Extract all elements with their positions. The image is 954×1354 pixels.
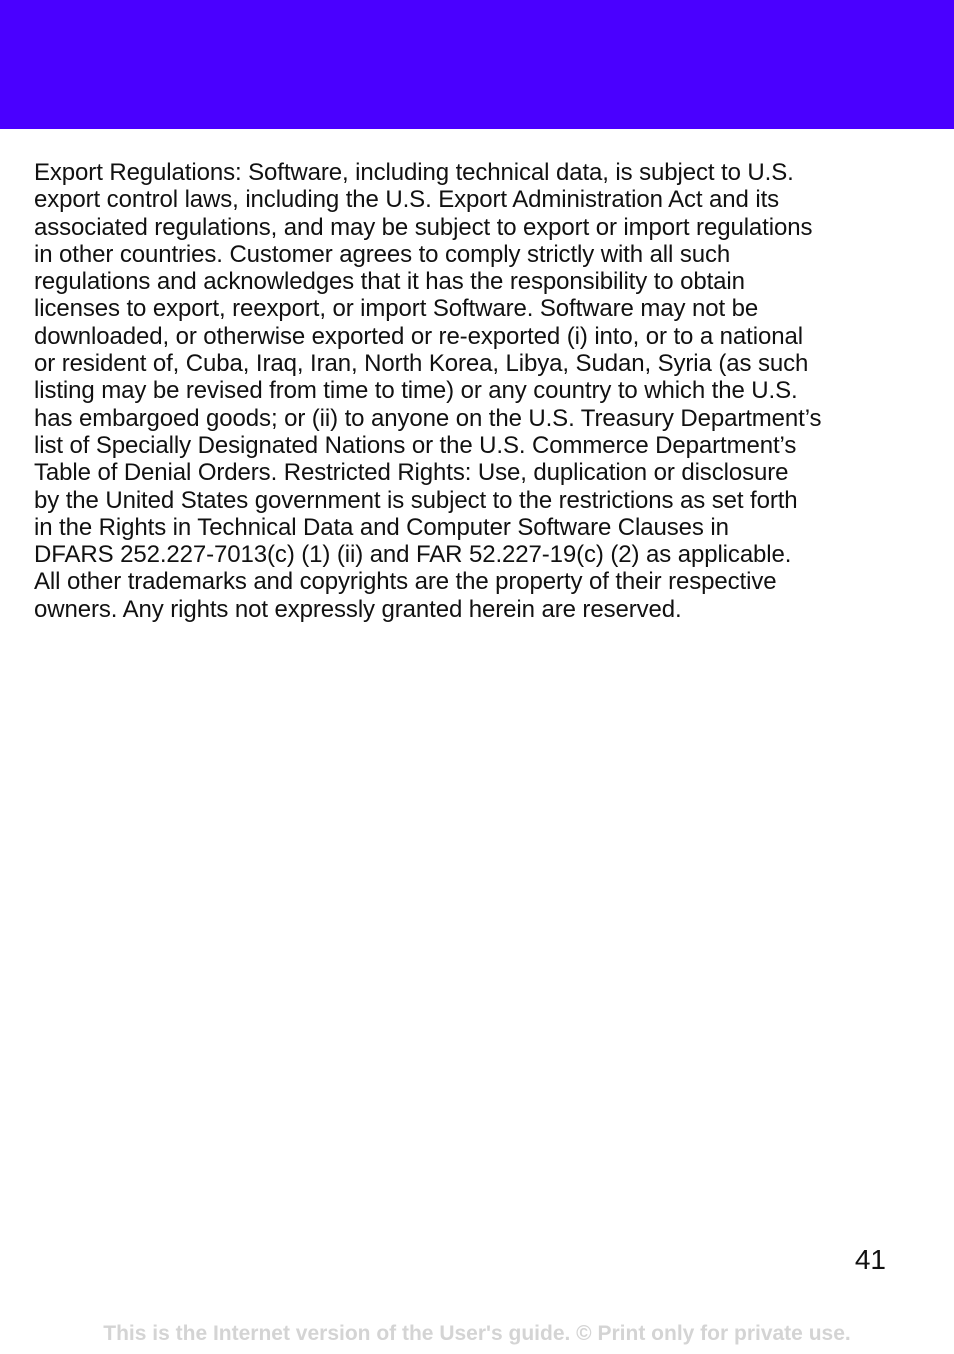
header-band xyxy=(0,0,954,129)
legal-paragraph: Export Regulations: Software, including technical data, is subject to U.S. export control laws, including the U.S. Export Administration Act and its associated regulations, and may be subject to export or import regulations in other countries. Customer agrees to comply strictly with all such regulations and acknowledges that it has the responsibility to obtain licenses to export, reexport, or import Software. Software may not be downloaded, or otherwise exported or re-exported (i) into, or to a national or resident of, Cuba, Iraq, Iran, North Korea, Libya, Sudan, Syria (as such listing may be revised from time to time) or any country to which the U.S. has embargoed goods; or (ii) to anyone on the U.S. Treasury Department’s list of Specially Designated Nations or the U.S. Commerce Department’s Table of Denial Orders. Restricted Rights: Use, duplication or disclosure by the United States government is subject to the restrictions as set forth in the Rights in Technical Data and Computer Software Clauses in DFARS 252.227-7013(c) (1) (ii) and FAR 52.227-19(c) (2) as applicable. All other trademarks and copyrights are the property of their respective owners. Any rights not expressly granted herein are reserved. xyxy=(34,159,822,623)
page-number: 41 xyxy=(854,1244,886,1275)
footer-note: This is the Internet version of the User's guide. © Print only for private use. xyxy=(103,1322,851,1345)
